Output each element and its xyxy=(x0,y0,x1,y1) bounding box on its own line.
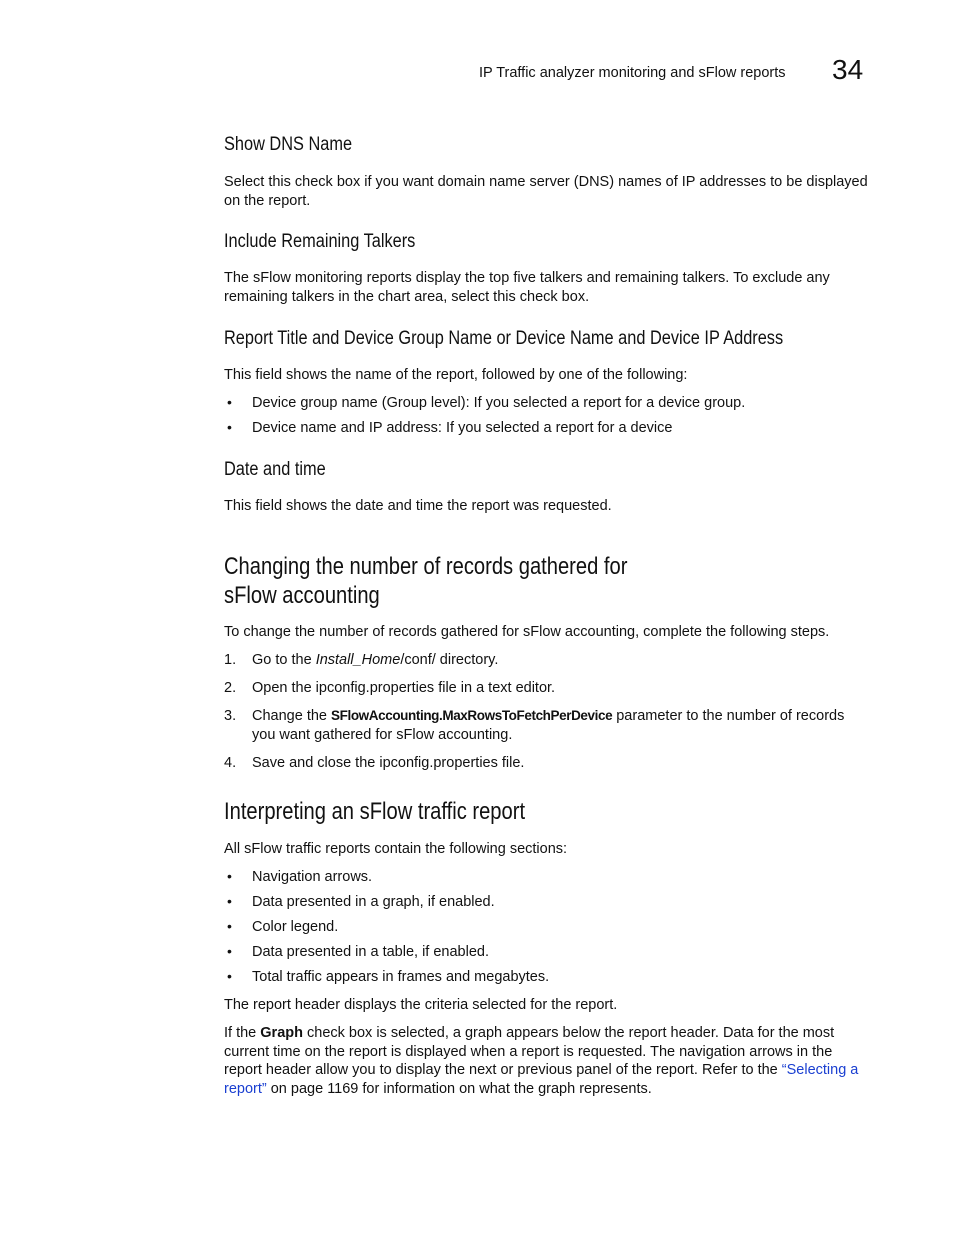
list-item-text: Data presented in a graph, if enabled. xyxy=(252,894,495,910)
step-number: 3. xyxy=(224,708,237,724)
bullet-glyph: • xyxy=(227,968,232,984)
paragraph-show-dns: Select this check box if you want domain name server (DNS) names of IP addresses to be displayed on the report. xyxy=(224,174,868,209)
step-text: Change the SFlowAccounting.MaxRowsToFetchPerDevice parameter to the number of records you want gathered for sFlow accounting. xyxy=(252,708,845,743)
graph-label: Graph xyxy=(260,1025,303,1041)
list-item-text: Device group name (Group level): If you selected a report for a device group. xyxy=(252,395,746,411)
bullet-glyph: • xyxy=(227,868,232,884)
bullet-glyph: • xyxy=(227,893,232,909)
list-item-text: Data presented in a table, if enabled. xyxy=(252,944,489,960)
heading-show-dns-name: Show DNS Name xyxy=(224,134,353,155)
bullet-glyph: • xyxy=(227,419,232,435)
paragraph-graph: If the Graph check box is selected, a graph appears below the report header. Data for the most current time on the report is displayed when a report is requested. The navigation arrows in the report header allow you to display the next or previous panel of the report. Refer to the “Selecting a report” on page 1169 for information on what the graph represents. xyxy=(224,1025,859,1097)
step-text: Go to the Install_Home/conf/ directory. xyxy=(252,652,499,668)
step-text: Open the ipconfig.properties file in a text editor. xyxy=(252,680,556,696)
heading-interpreting: Interpreting an sFlow traffic report xyxy=(224,798,526,825)
step-number: 1. xyxy=(224,652,237,668)
bullet-glyph: • xyxy=(227,394,232,410)
list-item-text: Total traffic appears in frames and megabytes. xyxy=(252,969,550,985)
list-item-text: Navigation arrows. xyxy=(252,869,373,885)
step-number: 4. xyxy=(224,755,237,771)
paragraph-interpreting-intro: All sFlow traffic reports contain the following sections: xyxy=(224,841,568,857)
step-number: 2. xyxy=(224,680,237,696)
paragraph-date-time: This field shows the date and time the report was requested. xyxy=(224,498,612,514)
paragraph-report-title-intro: This field shows the name of the report, followed by one of the following: xyxy=(224,367,688,383)
parameter-name: SFlowAccounting.MaxRowsToFetchPerDevice xyxy=(331,708,613,723)
running-header: IP Traffic analyzer monitoring and sFlow reports xyxy=(479,65,786,81)
heading-report-title: Report Title and Device Group Name or Device Name and Device IP Address xyxy=(224,328,784,349)
heading-date-and-time: Date and time xyxy=(224,459,326,480)
list-item-text: Color legend. xyxy=(252,919,339,935)
heading-changing-records: Changing the number of records gathered for sFlow accounting xyxy=(224,553,628,609)
install-home-path: Install_Home xyxy=(315,652,401,668)
step-text: Save and close the ipconfig.properties file. xyxy=(252,755,525,771)
bullet-glyph: • xyxy=(227,918,232,934)
bullet-glyph: • xyxy=(227,943,232,959)
cross-reference-link[interactable]: “Selecting a report” xyxy=(224,1062,859,1097)
chapter-number: 34 xyxy=(832,54,864,85)
paragraph-changing-intro: To change the number of records gathered for sFlow accounting, complete the following steps. xyxy=(224,624,830,640)
paragraph-remaining-talkers: The sFlow monitoring reports display the top five talkers and remaining talkers. To exclude any remaining talkers in the chart area, select this check box. xyxy=(224,270,830,305)
paragraph-report-header: The report header displays the criteria selected for the report. xyxy=(224,997,618,1013)
heading-include-remaining-talkers: Include Remaining Talkers xyxy=(224,231,416,252)
list-item-text: Device name and IP address: If you selected a report for a device xyxy=(252,420,673,436)
